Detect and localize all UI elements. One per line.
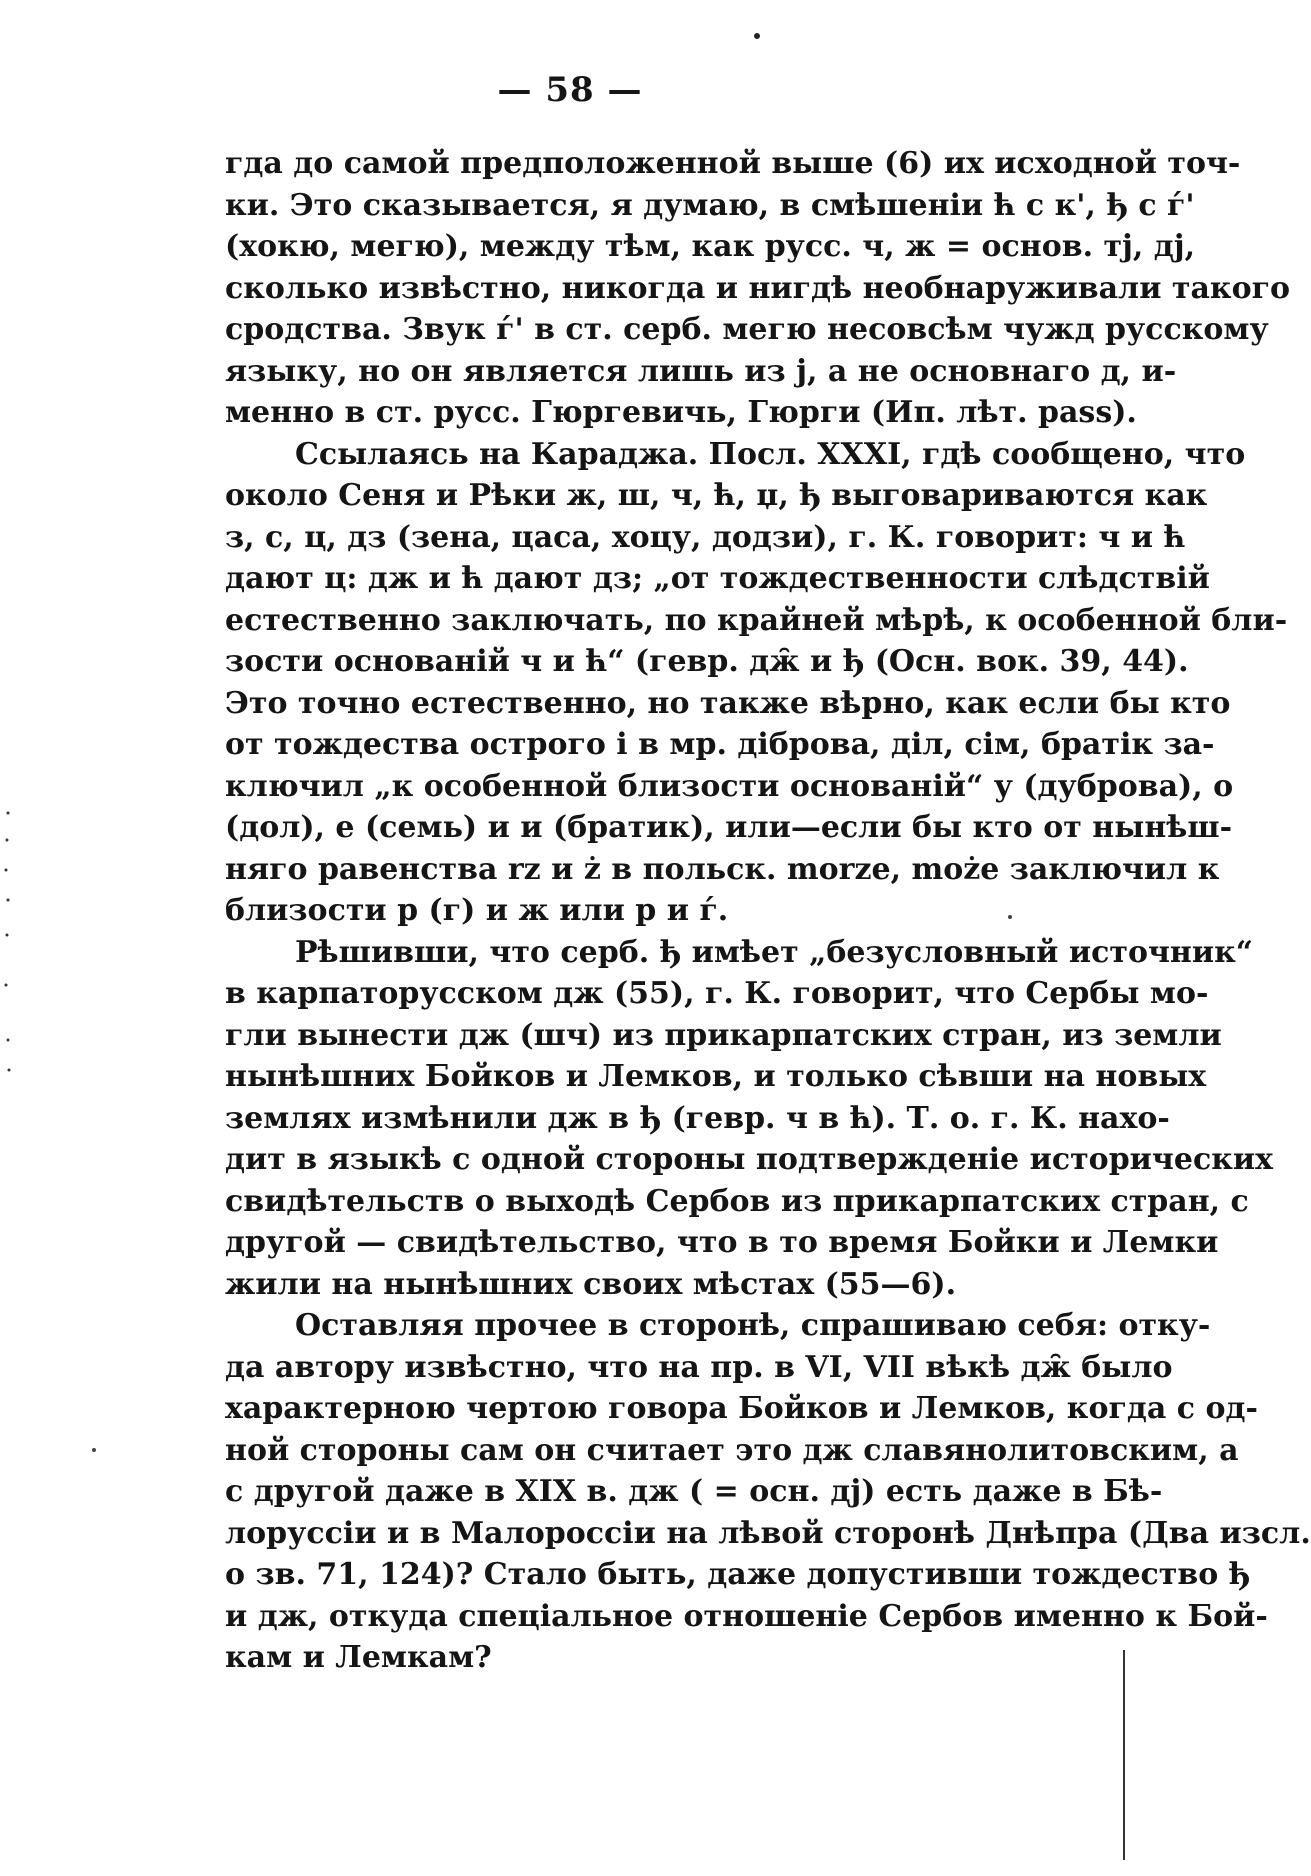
paragraph-start-line: Ссылаясь на Караджа. Посл. XXXI, гдѣ сообщено, что (295, 436, 1246, 472)
text-line: (хокю, мегю), между тѣм, как русс. ч, ж = основ. тј, дј, (225, 229, 1196, 264)
ink-speck (92, 1448, 96, 1452)
text-line: языку, но он является лишь из ј, а не основнаго д, и- (225, 353, 1177, 389)
text-line: в карпаторусском дж (55), г. К. говорит, что Сербы мо- (225, 976, 1209, 1011)
text-line: менно в ст. русс. Гюргевичь, Гюрги (Ип. лѣт. pass). (225, 395, 1137, 430)
ink-speck (5, 869, 8, 872)
ink-speck (754, 33, 760, 39)
text-line: (дол), е (семь) и и (братик), или—если бы кто от нынѣш- (225, 810, 1233, 845)
text-line: жили на нынѣшних своих мѣстах (55—6). (225, 1266, 957, 1302)
text-line: около Сеня и Рѣки ж, ш, ч, ћ, џ, ђ выговариваются как (225, 478, 1208, 513)
ink-speck (6, 934, 9, 937)
text-line: сродства. Звук ѓ' в ст. серб. мегю несовсѣм чужд русскому (225, 312, 1269, 347)
text-line: и дж, откуда спеціальное отношеніе Сербов именно к Бой- (225, 1598, 1268, 1634)
text-line: близости р (г) и ж или р и ѓ. (225, 893, 729, 928)
ink-speck (7, 1039, 10, 1042)
text-line: да автору извѣстно, что на пр. в VI, VII вѣкѣ дж̑ было (225, 1349, 1173, 1385)
text-line: ной стороны сам он считает это дж славянолитовским, а (225, 1432, 1239, 1468)
text-line: ки. Это сказывается, я думаю, в смѣшеніи ћ с к', ђ с ѓ' (225, 187, 1195, 223)
ink-speck (6, 839, 9, 842)
text-line: о зв. 71, 124)? Стало быть, даже допустивши тождество ђ (225, 1557, 1251, 1592)
text-line: ключил „к особенной близости основаній“ у (дуброва), о (225, 768, 1234, 804)
text-line: другой — свидѣтельство, что в то время Бойки и Лемки (225, 1225, 1219, 1260)
ink-speck (5, 984, 8, 987)
ink-speck (7, 899, 10, 902)
text-line: кам и Лемкам? (225, 1640, 492, 1675)
text-line: от тождества острого і в мр. діброва, діл, сім, братік за- (225, 727, 1215, 762)
text-line: дит в языкѣ с одной стороны подтвержденіе исторических (225, 1142, 1274, 1177)
paragraph-start-line: Оставляя прочее в сторонѣ, спрашиваю себя: отку- (295, 1308, 1211, 1343)
text-line: з, с, ц, дз (зена, цаса, хоцу, додзи), г. К. говорит: ч и ћ (225, 519, 1186, 555)
ink-speck (7, 812, 10, 815)
text-line: зости основаній ч и ћ“ (гевр. дж̑ и ђ (Осн. вок. 39, 44). (225, 644, 1189, 679)
text-line: естественно заключать, по крайней мѣрѣ, к особенной бли- (225, 602, 1288, 638)
text-line: сколько извѣстно, никогда и нигдѣ необнаруживали такого (225, 270, 1290, 306)
text-line: с другой даже в XIX в. дж ( = осн. дј) есть даже в Бѣ- (225, 1474, 1163, 1509)
paragraph-start-line: Рѣшивши, что серб. ђ имѣет „безусловный источник“ (295, 934, 1254, 970)
ink-speck (8, 1069, 11, 1072)
text-line: землях измѣнили дж в ђ (гевр. ч в ћ). Т. о. г. К. нахо- (225, 1100, 1170, 1136)
text-line: няго равенства rz и ż в польск. morze, może заключил к (225, 851, 1220, 887)
text-line: гли вынести дж (шч) из прикарпатских стран, из земли (225, 1017, 1222, 1053)
text-line: свидѣтельств о выходѣ Сербов из прикарпатских стран, с (225, 1183, 1249, 1219)
page-number: — 58 — (497, 70, 643, 110)
text-line: Это точно естественно, но также вѣрно, как если бы кто (225, 685, 1231, 721)
text-line: гда до самой предположенной выше (6) их исходной точ- (225, 146, 1241, 181)
text-line: характерною чертою говора Бойков и Лемков, когда с од- (225, 1391, 1258, 1426)
text-line: нынѣшних Бойков и Лемков, и только сѣвши на новых (225, 1059, 1207, 1094)
text-line: дают ц: дж и ћ дают дз; „от тождественности слѣдствій (225, 561, 1210, 596)
text-line: лоруссіи и в Малороссіи на лѣвой сторонѣ Днѣпра (Два изсл. (225, 1515, 1311, 1551)
body-text (225, 143, 1311, 1679)
